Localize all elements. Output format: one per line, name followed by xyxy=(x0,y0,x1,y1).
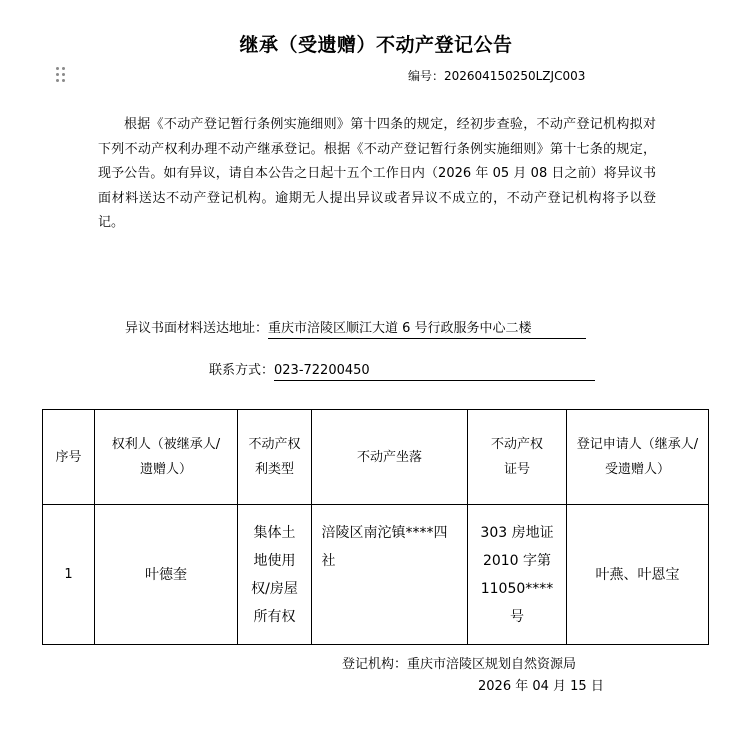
header-holder-text: 权利人（被继承人/遗赠人） xyxy=(111,437,221,477)
notice-body-paragraph: 根据《不动产登记暂行条例实施细则》第十四条的规定，经初步查验，不动产登记机构拟对下列不动产权利办理不动产继承登记。根据《不动产登记暂行条例实施细则》第十七条的规定，现予公告。如有异议，请自本公告之日起十五个工作日内（2026 年 05 月 08 日之前）将异议书面材料送达不动产登记机构。逾期无人提出异议或者异议不成立的，不动产登记机构将予以登记。 xyxy=(98,117,656,231)
cell-location xyxy=(312,505,468,645)
cell-cert-no-text: 303 房地证 2010 字第 11050****号 xyxy=(480,524,554,625)
contact-label: 联系方式： xyxy=(209,363,275,378)
header-right-type xyxy=(238,410,312,505)
objection-address-value: 重庆市涪陵区顺江大道 6 号行政服务中心二楼 xyxy=(268,320,586,339)
header-cert-no-text: 不动产权证号 xyxy=(490,437,543,477)
cell-seq: 1 xyxy=(43,505,95,645)
header-applicant xyxy=(567,410,709,505)
contact-phone-value: 023-72200450 xyxy=(274,362,595,381)
registration-table xyxy=(42,409,709,645)
registration-authority: 登记机构：重庆市涪陵区规划自然资源局 xyxy=(342,657,577,672)
table-row xyxy=(43,505,709,645)
document-number: 编号：202604150250LZJC003 xyxy=(408,69,586,83)
table-header-row xyxy=(43,410,709,505)
header-right-type-text: 不动产权利类型 xyxy=(248,437,301,477)
cell-holder: 叶德奎 xyxy=(95,505,238,645)
cell-right-type xyxy=(238,505,312,645)
contact-row xyxy=(209,359,595,381)
header-applicant-text: 登记申请人（继承人/受遗赠人） xyxy=(576,437,699,477)
drag-handle-icon[interactable] xyxy=(55,66,67,84)
header-location: 不动产坐落 xyxy=(312,410,468,505)
header-cert-no xyxy=(468,410,567,505)
header-seq: 序号 xyxy=(43,410,95,505)
header-holder xyxy=(95,410,238,505)
notice-title: 继承（受遗赠）不动产登记公告 xyxy=(239,34,513,56)
cell-location-text: 涪陵区南沱镇****四社 xyxy=(321,525,448,569)
objection-address-label: 异议书面材料送达地址： xyxy=(125,321,269,336)
cell-applicant: 叶燕、叶恩宝 xyxy=(567,505,709,645)
announcement-date: 2026 年 04 月 15 日 xyxy=(478,679,604,694)
cell-right-type-text: 集体土地使用权/房屋所有权 xyxy=(251,524,298,625)
cell-cert-no xyxy=(468,505,567,645)
objection-address-row xyxy=(125,317,586,339)
